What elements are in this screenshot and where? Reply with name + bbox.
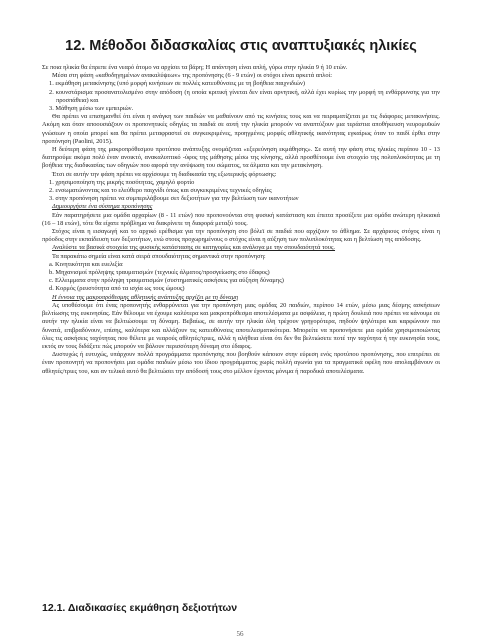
heading-long-term-concept: Η έννοια της μακροπρόθεσμης αθλητικής ανάπτυξης αρχίζει με τη δύναμη [52, 293, 239, 301]
paragraph-phase-one: Μέσα στη φάση «καθοδηγημένων ανακαλύψεων» της προπόνησης (6 - 9 ετών) οι στόχοι είναι αρκετά απλοί: [52, 72, 333, 80]
paragraph-observe: Εάν παρατηρήσετε μια ομάδα αρχαρίων (8 - 11 ετών) που προπονούνται στη φυσική κατάσταση και έπειτα προσέξετε μια ομάδα ανώτερη ηλικιακά (16 – 18 ετών), τότε θα είχατε πρόβλημα να διακρίνετε τη διαφορά μεταξύ τους. [42, 211, 440, 227]
list-item: b. Μηχανισμοί πρόληψης τραυματισμών (τεχνικές άλματος/προσγείωσης στο έδαφος) [49, 269, 270, 277]
paragraph-programs: Δυστυχώς ή ευτυχώς, υπάρχουν πολλά προγράμματα προπόνησης που βοηθούν κάποιον στην εύρεση ενός προτύπου προπόνησης, που επιτρέπει σε έναν προπονητή να προπονήσει μια ομάδα παιδιών μέσω του ίδιου προγράμματος χωρίς πολλή αγωνία για τα πραγματικά οφέλη που απολαμβάνουν οι αθλητές/τριες του, και αν τελικά αυτό θα βελτιώσει την απόδοσή τους στο μέλλον έχοντας μόνιμα ή παροδικά αποτελέσματα. [42, 351, 440, 375]
paragraph-strength: Ας υποθέσουμε ότι ένας προπονητής ενθαρρύνεται για την προπόνηση μιας ομάδας 20 παιδιών, περίπου 14 ετών, μέσω μιας δέσμης ασκήσεων βελτίωσης της ευκινησίας. Εάν θέλουμε να έχουμε καλύτερα και μακροπρόθεσμα αποτελέσματα με ασφάλεια, η πρώτη δουλειά που πρέπει να κάνουμε σε αυτήν την ηλικία είναι να βελτιώσουμε τη δύναμη. Βεβαίως, σε αυτήν την ηλικία όλη τρέχουν γρηγορότερα, πηδούν ψηλότερα και καρφώνουν πιο δυνατά, επιβραδύνουν, επίσης, καλύτερα και αλλάζουν τις κατευθύνσεις αποτελεσματικότερα. Μπορείτε να προπονήσετε μια ομάδα χρησιμοποιώντας όλες τις ασκήσεις ταχύτητας που θέλετε με νεαρούς αθλητές/τριες, αλλά η αλήθεια είναι ότι δεν θα βελτιώσετε ποτέ την ταχύτητα ή την ευκινησία τους, εκτός αν τους διδάξετε πώς μπορούν να βάλουν περισσότερη δύναμη στο έδαφος. [42, 301, 440, 350]
list-item: 2. ενσωματώνοντας και το ελεύθερο παιχνίδι όπως και συγκεκριμένες τεχνικές οδηγίες [49, 187, 272, 195]
paragraph-goal: Στόχος είναι η εισαγωγή και το αρχικό ερέθισμα για την προπόνηση στο βόλεϊ σε παιδιά που αρχίζουν το άθλημα. Σε αρχάριους στόχος είναι η πρόοδος στην εκπαίδευση των δεξιοτήτων, ενώ στους προχωρημένους ο στόχος είναι η αύξηση των πολυπλοκότητας και η βελτίωση της απόδοσης. [42, 228, 440, 244]
list-item: 1. εκμάθηση μετακίνησης (υπό μορφή κινήσεων σε πολλές κατευθύνσεις με τη βοήθεια παιχνιδιών) [49, 80, 305, 88]
paragraph-loading: Έτσι σε αυτήν την φάση πρέπει να αρχίσουμε τη διαδικασία της εξωτερικής φόρτωσης: [52, 170, 277, 178]
list-item: 1. χρησιμοποίηση της μικρής ποσότητας, χαμηλό φορτίο [49, 178, 195, 186]
list-priorities [42, 261, 440, 294]
list-item: c. Ελλειμματα στην πρόληψη τραυματισμών (συστηματικές ασκήσεις για αύξηση δύναμης) [49, 277, 284, 285]
list-item: a. Κινητικότητα και ευελιξία [49, 260, 123, 268]
heading-create-program: Δημιουργήστε ένα σύστημα προπόνησης [52, 203, 153, 211]
paragraph-intro: Σε ποια ηλικία θα έπρεπε ένα νεαρό άτομο να αρχίσει τα βάρη; Η απάντηση είναι απλή, γύρω στην ηλικία 9 ή 10 ετών. [42, 64, 348, 71]
paragraph-needs: Θα πρέπει να επισημανθεί ότι είναι η ανάγκη των παιδιών να μαθαίνουν από τις κινήσεις τους και να πειραματίζεται με τις διάφορες μετακινήσεις. Ακόμη και όταν αποουσιάζουν οι προπονητικές οδηγίες τα παιδιά σε αυτή την ηλικία μπορούν να αναπτύξουν μια τεράστια αποθήκευση νευρομυϊκών γνώσεων η οποία μπορεί και θα πρέπει μεταφραστεί σε συγκεκριμένες, προηγμένες μορφές αθλητικής ικανότητας εγκαίρως όταν το παιδί έρθει στην προπόνηση (Paolini, 2015). [42, 113, 440, 145]
page-title: 12. Μέθοδοι διδασκαλίας στις αναπτυξιακές ηλικίες [65, 38, 417, 54]
heading-analyze: Αναλύστε τα βασικά στοιχεία της φυσικής κατάστασης σε κατηγορίες και ανάλογα με την σπουδαιότητά τους. [52, 244, 336, 252]
paragraph-priorities: Τα παρακάτω σημεία είναι κατά σειρά σπουδαιότητας σημαντικά στην προπόνηση: [52, 252, 266, 260]
list-phase-one-goals [42, 80, 440, 113]
list-item: 3. στην προπόνηση πρέπει να συμπεριλάβουμε σετ δεξιοτήτων για την βελτίωση των ικανοτήτων [49, 195, 299, 203]
list-item: 2. κουνστάρισμα προσανατολισμένο στην απόδοση (η οποία κριτική γίνεται δεν είναι αρνητική, αλλά έχει κυρίως την μορφή τη ενθάρρυνσης για την προσπάθεια) και [49, 88, 440, 104]
paragraph-phase-two: Η δεύτερη φάση της μακροπρόθεσμου προτύπου ανάπτυξης ονομάζεται «εξερεύνηση εκμάθησης». Σε αυτή την φάση στις ηλικίες περίπου 10 - 13 διατηρούμε ακόμα πολύ έναν ανοικτό, ανακαλυπτικό -ύφος της μάθησης μέσω της κίνησης, αλλά προσθέτουμε ένα στοιχείο της πολυπλοκότητας με τη βοήθεια της διαδικασίας των οδηγιών που αφορά την ανύψωση του σώματος, τα άλματα και την μετακίνηση. [42, 146, 440, 170]
document-body [42, 64, 440, 376]
page-number: 56 [236, 630, 244, 638]
list-loading-steps [42, 179, 440, 204]
list-item: 3. Μάθηση μέσω των εμπειριών. [49, 105, 134, 113]
list-item: d. Κορμός (ρευστότητα από τα ισχία ως τους ώμους) [49, 285, 185, 293]
section-subtitle: 12.1. Διαδικασίες εκμάθηση δεξιοτήτων [42, 602, 238, 614]
